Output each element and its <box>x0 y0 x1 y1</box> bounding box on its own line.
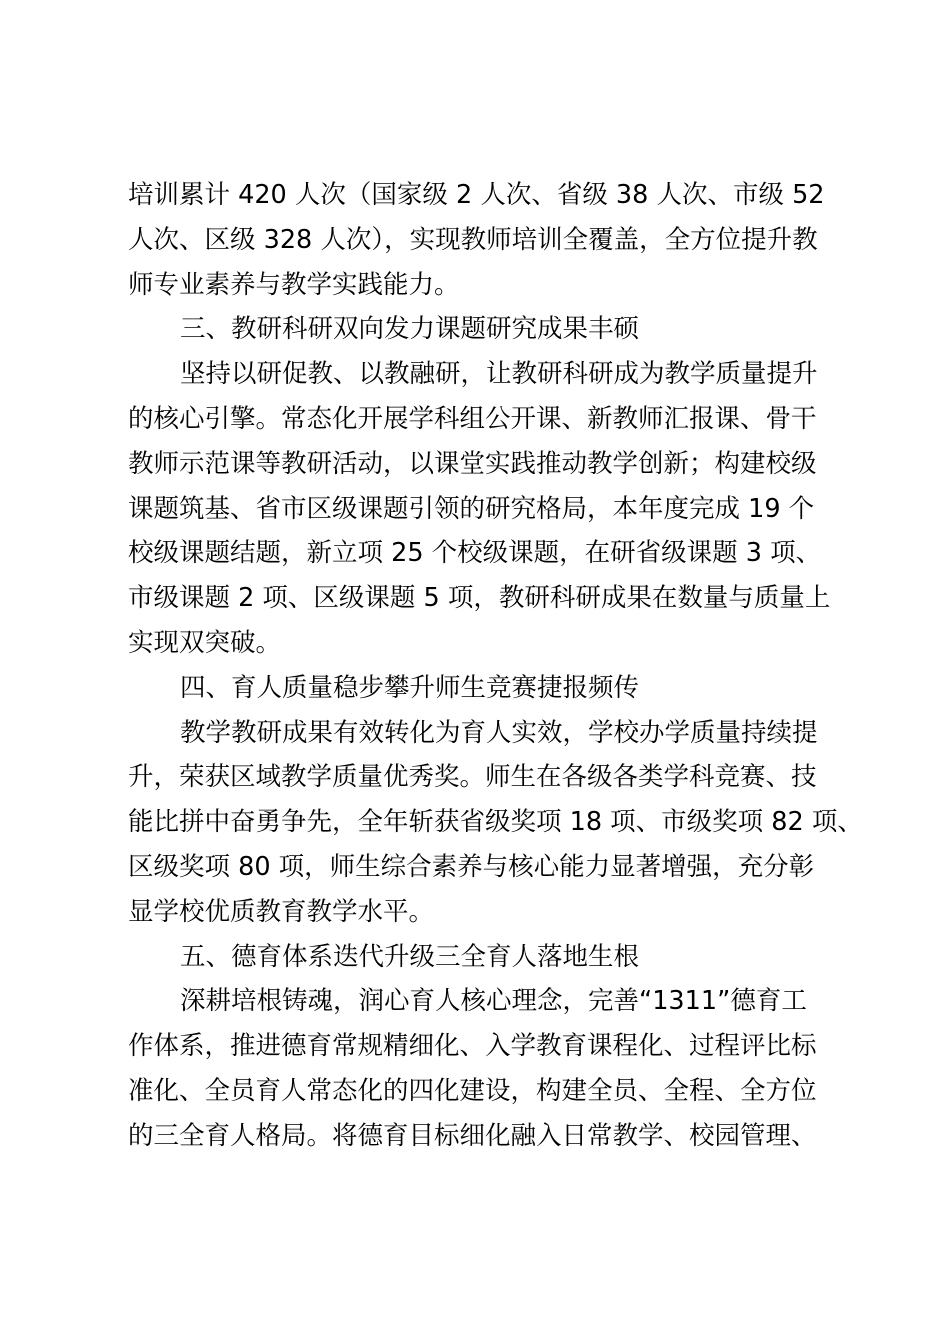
paragraph-line: 能比拼中奋勇争先，全年斩获省级奖项 18 项、市级奖项 82 项、 <box>128 807 863 838</box>
paragraph-line: 作体系，推进德育常规精细化、入学教育课程化、过程评比标 <box>128 1031 817 1062</box>
paragraph-line: 教学教研成果有效转化为育人实效，学校办学质量持续提 <box>180 717 818 748</box>
paragraph-line: 课题筑基、省市区级课题引领的研究格局，本年度完成 19 个 <box>128 493 815 524</box>
section-heading-4: 四、育人质量稳步攀升师生竞赛捷报频传 <box>180 672 640 703</box>
paragraph-line: 实现双突破。 <box>128 627 282 658</box>
paragraph-line: 升，荣获区域教学质量优秀奖。师生在各级各类学科竞赛、技 <box>128 762 817 793</box>
paragraph-line: 区级奖项 80 项，师生综合素养与核心能力显著增强，充分彰 <box>128 851 815 882</box>
paragraph-line: 市级课题 2 项、区级课题 5 项，教研科研成果在数量与质量上 <box>128 583 831 614</box>
paragraph-line: 的三全育人格局。将德育目标细化融入日常教学、校园管理、 <box>128 1120 817 1151</box>
document-body <box>128 173 863 1159</box>
paragraph-line: 准化、全员育人常态化的四化建设，构建全员、全程、全方位 <box>128 1075 817 1106</box>
section-heading-3: 三、教研科研双向发力课题研究成果丰硕 <box>180 314 640 345</box>
paragraph-line: 显学校优质教育教学水平。 <box>128 896 435 927</box>
paragraph-line: 的核心引擎。常态化开展学科组公开课、新教师汇报课、骨干 <box>128 403 817 434</box>
paragraph-line: 坚持以研促教、以教融研，让教研科研成为教学质量提升 <box>180 359 818 390</box>
paragraph-line: 教师示范课等教研活动，以课堂实践推动教学创新；构建校级 <box>128 448 817 479</box>
paragraph-line: 人次、区级 328 人次），实现教师培训全覆盖，全方位提升教 <box>128 224 818 255</box>
paragraph-line: 深耕培根铸魂，润心育人核心理念，完善“1311”德育工 <box>180 986 807 1017</box>
paragraph-line: 校级课题结题，新立项 25 个校级课题，在研省级课题 3 项、 <box>128 538 822 569</box>
section-heading-5: 五、德育体系迭代升级三全育人落地生根 <box>180 941 640 972</box>
paragraph-line: 师专业素养与教学实践能力。 <box>128 269 460 300</box>
paragraph-line: 培训累计 420 人次（国家级 2 人次、省级 38 人次、市级 52 <box>128 180 825 210</box>
